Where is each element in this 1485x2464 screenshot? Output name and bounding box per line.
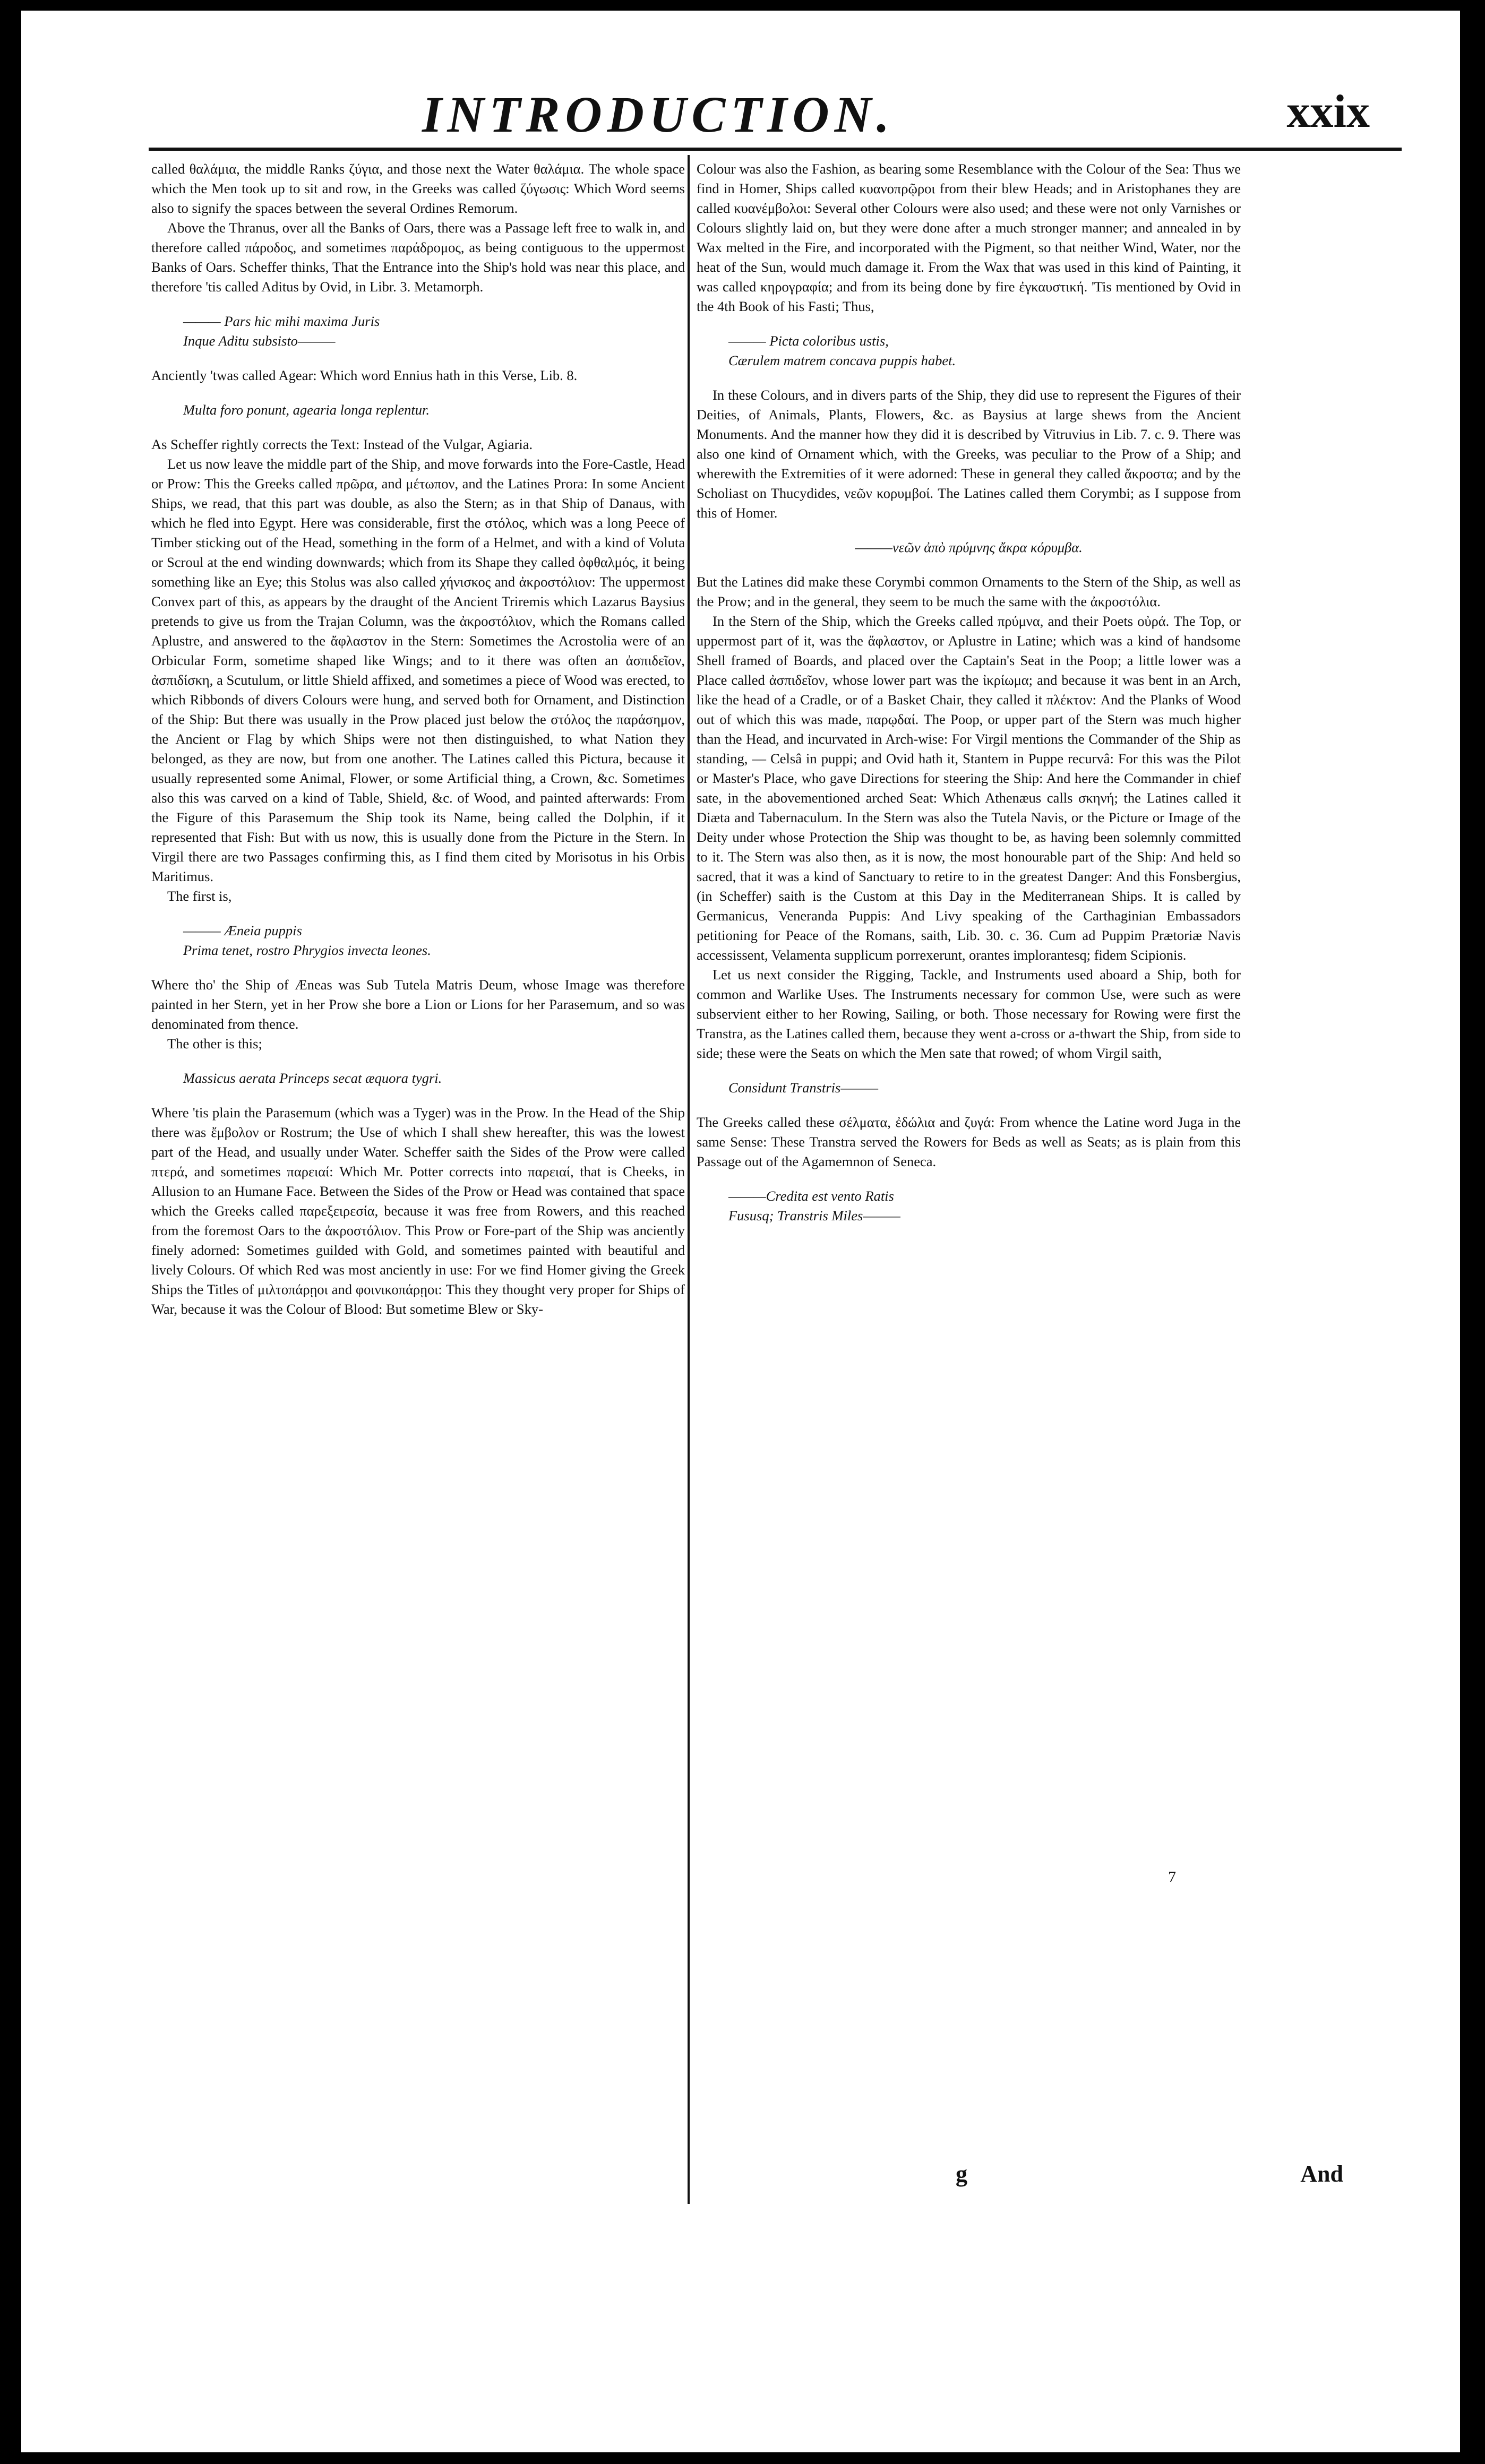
catchword: And	[1300, 2161, 1343, 2187]
paragraph: The first is,	[167, 888, 232, 904]
paragraph: As Scheffer rightly corrects the Text: Instead of the Vulgar, Agiaria.	[151, 436, 533, 452]
verse-quotation: ——— Æneia puppis Prima tenet, rostro Phrygios invecta leones.	[183, 923, 431, 958]
running-title: INTRODUCTION.	[422, 86, 895, 143]
page-number: xxix	[1286, 86, 1370, 137]
verse-quotation: ——— Pars hic mihi maxima Juris Inque Aditu subsisto———	[183, 313, 380, 349]
paragraph: The Greeks called these σέλματα, ἐδώλια and ζυγά: From whence the Latine word Juga in the same Sense: These Transtra served the Rowers for Beds as well as Seats; as is plain from this Passage out of the Agamemnon of Seneca.	[697, 1114, 1241, 1169]
running-header	[21, 85, 1460, 154]
paragraph: Where 'tis plain the Parasemum (which was a Tyger) was in the Prow. In the Head of the Ship there was ἔμβολον or Rostrum; the Use of which I shall shew hereafter, this was the lowest part of the Head, and usually under Water. Scheffer saith the Sides of the Prow were called πτερά, and sometimes παρειαί: Which Mr. Potter corrects into παρειαί, that is Cheeks, in Allusion to an Humane Face. Between the Sides of the Prow or Head was contained that space which the Greeks called παρεξειρεσία, because it was free from Rowers, and this reached from the foremost Oars to the ἀκροστόλιον. This Prow or Fore-part of the Ship was anciently finely adorned: Sometimes guilded with Gold, and sometimes painted with beautiful and lively Colours. Of which Red was most anciently in use: For we find Homer giving the Greek Ships the Titles of μιλτοπάρῃοι and φοινικοπάρῃοι: This they thought very proper for Ships of War, because it was the Colour of Blood: But sometime Blew or Sky-	[151, 1105, 685, 1317]
paragraph: Let us next consider the Rigging, Tackle, and Instruments used aboard a Ship, both for common and Warlike Uses. The Instruments necessary for common Use, were such as were subservient either to her Rowing, Sailing, or both. Those necessary for Rowing were first the Transtra, as the Latines called them, because they went a-cross or a-thwart the Ship, from side to side; these were the Seats on which the Men sate that rowed; of whom Virgil saith,	[697, 967, 1241, 1061]
column-divider	[688, 155, 690, 2204]
verse-quotation: Considunt Transtris———	[728, 1080, 879, 1096]
paragraph: called θαλάμια, the middle Ranks ζύγια, and those next the Water θαλάμια. The whole space which the Men took up to sit and row, in the Greeks was called ζύγωσις: Which Word seems also to signify the spaces between the several Ordines Remorum.	[151, 161, 685, 216]
paragraph: Let us now leave the middle part of the Ship, and move forwards into the Fore-Castle, Head or Prow: This the Greeks called πρῶρα, and μέτωπον, and the Latines Prora: In some Ancient Ships, we read, that this part was double, as also the Stern; as in that Ship of Danaus, with which he fled into Egypt. Here was considerable, first the στόλος, which was a long Peece of Timber sticking out of the Head, something in the form of a Helmet, and with a kind of Voluta or Scroul at the end winding downwards; which from its Shape they called ὀφθαλμός, it being something like an Eye; this Stolus was also called χήνισκος and ἀκροστόλιον: The uppermost Convex part of this, as appears by the draught of the Ancient Triremis which Lazarus Baysius pretends to give us from the Trajan Column, was the ἀκροστόλιον, which the Romans called Aplustre, and answered to the ἄφλαστον in the Stern: Sometimes the Acrostolia were of an Orbicular Form, sometime shaped like Wings; and to it there was often an ἀσπιδεῖον, ἀσπιδίσκη, a Scutulum, or little Shield affixed, and sometimes a piece of Wood was erected, to which Ribbonds of divers Colours were hung, and served both for Ornament, and Distinction of the Ship: But there was usually in the Prow placed just below the στόλος the παράσημον, the Ancient or Flag by which Ships were not then distinguished, to what Nation they belonged, as they are now, but from one another. The Latines called this Pictura, because it usually represented some Animal, Flower, or some Artificial thing, a Crown, &c. Sometimes also this was carved on a kind of Table, Shield, &c. of Wood, and painted afterwards: From the Figure of this Parasemum the Ship took its Name, being called the Dolphin, if it represented that Fish: But with us now, this is usually done from the Picture in the Stern. In Virgil there are two Passages confirming this, as I find them cited by Morisotus in his Orbis Maritimus.	[151, 456, 685, 884]
paragraph: The other is this;	[167, 1036, 262, 1052]
verse-quotation: Multa foro ponunt, agearia longa replentur.	[183, 402, 430, 418]
verse-quotation: ———νεῶν ἀπὸ πρύμνης ἄκρα κόρυμβα.	[855, 539, 1083, 555]
stray-mark: 7	[1168, 1868, 1176, 1886]
paragraph: In the Stern of the Ship, which the Greeks called πρύμνα, and their Poets οὐρά. The Top, or uppermost part of it, was the ἄφλαστον, or Aplustre in Latine; which was a kind of handsome Shell framed of Boards, and placed over the Captain's Seat in the Poop; a little lower was a Place called ἀσπιδεῖον, whose lower part was the ἰκρίωμα; and because it was bent in an Arch, like the head of a Cradle, or of a Basket Chair, they called it πλέκτον: And the Planks of Wood out of which this was made, παρῳδαί. The Poop, or upper part of the Stern was much higher than the Head, and incurvated in Arch-wise: For Virgil mentions the Commander of the Ship as standing, — Celsâ in puppi; and Ovid hath it, Stantem in Puppe recurvâ: For this was the Pilot or Master's Place, who gave Directions for steering the Ship: And here the Commander in chief sate, in the abovementioned arched Seat: Which Athenæus calls σκηνή; the Latines called it Diæta and Tabernaculum. In the Stern was also the Tutela Navis, or the Picture or Image of the Deity under whose Protection the Ship was thought to be, as having been solemnly committed to it. The Stern was also then, as it is now, the most honourable part of the Ship: And held so sacred, that it was a kind of Sanctuary to retire to in the greatest Danger: And this Fonsbergius, (in Scheffer) saith is the Custom at this Day in the Mediterranean Ships. It is called by Germanicus, Veneranda Puppis: And Livy speaking of the Carthaginian Embassadors petitioning for Peace of the Romans, saith, Lib. 30. c. 36. Cum ad Puppim Prætoriæ Navis accessissent, Velamenta supplicum porrexerunt, orantes implorantesq; fidem Scipionis.	[697, 613, 1241, 963]
paragraph: In these Colours, and in divers parts of the Ship, they did use to represent the Figures of their Deities, of Animals, Plants, Flowers, &c. as Baysius at large shews from the Ancient Monuments. And the manner how they did it is described by Vitruvius in Lib. 7. c. 9. There was also one kind of Ornament which, with the Greeks, was peculiar to the Prow of a Ship; and wherewith the Extremities of it were adorned: These in general they called ἄκροστα; and by the Scholiast on Thucydides, νεῶν κορυμβοί. The Latines called them Corymbi; as I suppose from this of Homer.	[697, 387, 1241, 521]
verse-quotation: Massicus aerata Princeps secat æquora tygri.	[183, 1070, 442, 1086]
header-rule	[149, 148, 1402, 151]
paragraph: But the Latines did make these Corymbi common Ornaments to the Stern of the Ship, as well as the Prow; and in the general, they seem to be much the same with the ἀκροστόλια.	[697, 574, 1241, 609]
signature-mark: g	[956, 2161, 967, 2187]
verse-quotation: ———Credita est vento Ratis Fususq; Transtris Miles———	[728, 1188, 900, 1224]
paragraph: Colour was also the Fashion, as bearing some Resemblance with the Colour of the Sea: Thus we find in Homer, Ships called κυανοπρῷροι from their blew Heads; and in Aristophanes they are called κυανέμβολοι: Several other Colours were also used; and these were not only Varnishes or Colours slightly laid on, but they were done after a much stronger manner; and annealed in by Wax melted in the Fire, and incorporated with the Pigment, so that neither Wind, Water, nor the heat of the Sun, would much damage it. From the Wax that was used in this kind of Painting, it was called κηρογραφία; and from its being done by fire ἐγκαυστική. 'Tis mentioned by Ovid in the 4th Book of his Fasti; Thus,	[697, 161, 1241, 314]
right-column	[697, 159, 1241, 2229]
paragraph: Where tho' the Ship of Æneas was Sub Tutela Matris Deum, whose Image was therefore painted in her Stern, yet in her Prow she bore a Lion or Lions for her Parasemum, and so was denominated from thence.	[151, 977, 685, 1032]
paragraph: Above the Thranus, over all the Banks of Oars, there was a Passage left free to walk in, and therefore called πάροδος, and sometimes παράδρομος, as being contiguous to the uppermost Banks of Oars. Scheffer thinks, That the Entrance into the Ship's hold was near this place, and therefore 'tis called Aditus by Ovid, in Libr. 3. Metamorph.	[151, 220, 685, 295]
paragraph: Anciently 'twas called Agear: Which word Ennius hath in this Verse, Lib. 8.	[151, 367, 578, 383]
book-page	[21, 11, 1460, 2452]
left-column	[151, 159, 685, 2229]
verse-quotation: ——— Picta coloribus ustis, Cærulem matrem concava puppis habet.	[728, 333, 956, 368]
